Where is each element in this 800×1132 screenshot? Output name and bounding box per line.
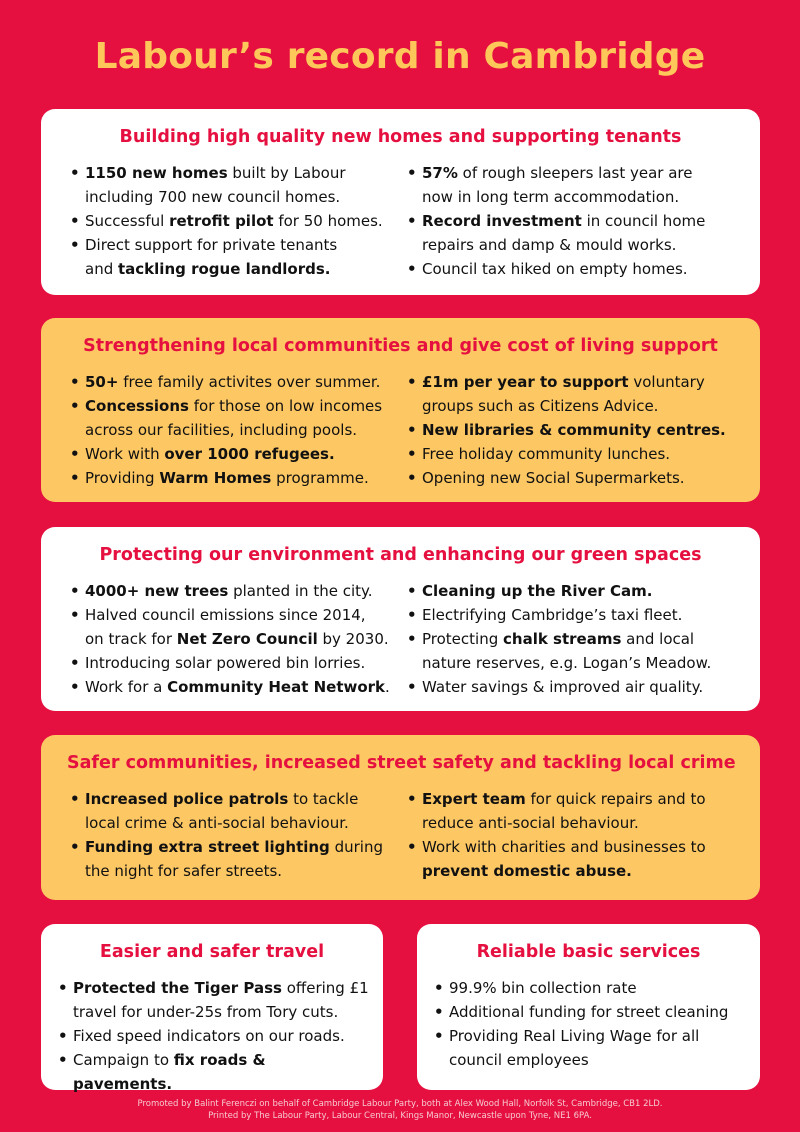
bullet-text: Council tax hiked on empty homes. [422, 260, 688, 278]
bullet-emphasis: Funding extra street lighting [85, 838, 330, 856]
bullet-text: council employees [449, 1051, 589, 1069]
bullet-text: Work with [85, 445, 165, 463]
bullet-emphasis: prevent domestic abuse. [422, 862, 632, 880]
bullet-item [431, 1000, 745, 1024]
bullet-item [404, 418, 734, 442]
bullet-text: by 2030. [317, 630, 389, 648]
bullet-text: free family activites over summer. [118, 373, 381, 391]
bullet-item [404, 579, 734, 603]
bullet-item [404, 466, 734, 490]
bullet-text: to tackle [288, 790, 359, 808]
imprint-line-2: Printed by The Labour Party, Labour Central, Kings Manor, Newcastle upon Tyne, NE1 6PA. [208, 1111, 592, 1121]
bullet-emphasis: £1m per year to support [422, 373, 629, 391]
section-heading: Protecting our environment and enhancing our green spaces [99, 545, 702, 565]
bullet-emphasis: over 1000 refugees. [164, 445, 335, 463]
bullet-item [67, 675, 397, 699]
bullet-text: Successful [85, 212, 170, 230]
bullet-item [404, 627, 734, 675]
bullet-item [67, 603, 397, 651]
bullet-text: groups such as Citizens Advice. [422, 397, 659, 415]
bullet-emphasis: Net Zero Council [176, 630, 318, 648]
page-title: Labour’s record in Cambridge [94, 36, 706, 77]
bullet-item [67, 651, 397, 675]
section-homes [41, 109, 760, 295]
right-column [404, 787, 734, 883]
bullet-text: the night for safer streets. [85, 862, 283, 880]
bullet-emphasis: Concessions [85, 397, 189, 415]
section-heading: Building high quality new homes and supporting tenants [119, 127, 682, 147]
section-heading: Reliable basic services [476, 942, 701, 962]
left-column [55, 976, 369, 1096]
bullet-item [55, 1048, 369, 1096]
bullet-text: . [385, 678, 390, 696]
bullet-item [55, 1024, 369, 1048]
bullet-text: travel for under-25s from Tory cuts. [73, 1003, 339, 1021]
bullet-item [67, 466, 397, 490]
left-column [67, 370, 397, 490]
bullet-item [67, 161, 397, 209]
bullet-item [404, 787, 734, 835]
left-column [67, 579, 397, 699]
bullet-emphasis: 50+ [85, 373, 119, 391]
bullet-text: now in long term accommodation. [422, 188, 680, 206]
bullet-text: in council home [581, 212, 706, 230]
bullet-text: offering £1 [281, 979, 369, 997]
imprint-footer [0, 1098, 800, 1122]
right-column [404, 370, 734, 490]
bullet-item [67, 370, 397, 394]
bullet-text: on track for [85, 630, 177, 648]
section-safety [41, 735, 760, 900]
section-heading: Easier and safer travel [99, 942, 325, 962]
bullet-emphasis: Protected the Tiger Pass [73, 979, 282, 997]
bullet-text: repairs and damp & mould works. [422, 236, 677, 254]
bullet-text: voluntary [628, 373, 705, 391]
bullet-emphasis: New libraries & community centres. [422, 421, 726, 439]
bullet-item [67, 394, 397, 442]
bullet-text: during [329, 838, 383, 856]
left-column [67, 787, 397, 883]
bullet-text: Opening new Social Supermarkets. [422, 469, 685, 487]
bullet-text: local crime & anti-social behaviour. [85, 814, 349, 832]
bullet-text: Halved council emissions since 2014, [85, 606, 366, 624]
bullet-item [404, 675, 734, 699]
bullet-item [404, 209, 734, 257]
bullet-text: Water savings & improved air quality. [422, 678, 704, 696]
bullet-text: 99.9% bin collection rate [449, 979, 637, 997]
bullet-emphasis: tackling rogue landlords. [118, 260, 331, 278]
bullet-text: programme. [271, 469, 369, 487]
bullet-text: Campaign to [73, 1051, 174, 1069]
left-column [431, 976, 745, 1072]
bullet-emphasis: retrofit pilot [169, 212, 274, 230]
bullet-item [431, 1024, 745, 1072]
bullet-text: Electrifying Cambridge’s taxi fleet. [422, 606, 683, 624]
bullet-text: Providing Real Living Wage for all [449, 1027, 700, 1045]
right-column [404, 579, 734, 699]
bullet-text: planted in the city. [228, 582, 373, 600]
bullet-item [404, 257, 734, 281]
bullet-emphasis: Cleaning up the River Cam. [422, 582, 653, 600]
bullet-item [431, 976, 745, 1000]
bullet-text: Work with charities and businesses to [422, 838, 706, 856]
bullet-text: Fixed speed indicators on our roads. [73, 1027, 345, 1045]
bullet-text: built by Labour [227, 164, 346, 182]
bullet-text: including 700 new council homes. [85, 188, 341, 206]
bullet-emphasis: fix roads & pavements. [73, 1051, 266, 1093]
bullet-emphasis: 4000+ new trees [85, 582, 229, 600]
bullet-text: Direct support for private tenants [85, 236, 338, 254]
section-travel [41, 924, 383, 1093]
bullet-item [67, 233, 397, 281]
section-heading: Strengthening local communities and give cost of living support [83, 336, 718, 356]
section-services [417, 924, 760, 1090]
bullet-emphasis: Warm Homes [159, 469, 272, 487]
bullet-text: Protecting [422, 630, 503, 648]
bullet-item [55, 976, 369, 1024]
bullet-text: and [85, 260, 118, 278]
bullet-text: and local [621, 630, 695, 648]
bullet-item [67, 442, 397, 466]
left-column [67, 161, 397, 281]
bullet-text: of rough sleepers last year are [457, 164, 693, 182]
bullet-text: Free holiday community lunches. [422, 445, 671, 463]
bullet-text: for quick repairs and to [525, 790, 706, 808]
bullet-text: for 50 homes. [273, 212, 383, 230]
bullet-text: across our facilities, including pools. [85, 421, 358, 439]
bullet-emphasis: Expert team [422, 790, 526, 808]
bullet-emphasis: Record investment [422, 212, 582, 230]
bullet-emphasis: Community Heat Network [167, 678, 386, 696]
bullet-text: Work for a [85, 678, 168, 696]
bullet-text: Additional funding for street cleaning [449, 1003, 729, 1021]
bullet-text: nature reserves, e.g. Logan’s Meadow. [422, 654, 712, 672]
bullet-emphasis: 57% [422, 164, 458, 182]
bullet-item [404, 603, 734, 627]
bullet-item [67, 835, 397, 883]
bullet-text: reduce anti-social behaviour. [422, 814, 639, 832]
bullet-item [67, 209, 397, 233]
bullet-emphasis: Increased police patrols [85, 790, 289, 808]
bullet-emphasis: 1150 new homes [85, 164, 228, 182]
bullet-item [404, 370, 734, 418]
bullet-item [404, 161, 734, 209]
bullet-emphasis: chalk streams [503, 630, 622, 648]
imprint-line-1: Promoted by Balint Ferenczi on behalf of Cambridge Labour Party, both at Alex Wood Hall, Norfolk St, Cambridge, CB1 2LD. [137, 1099, 663, 1109]
section-communities [41, 318, 760, 502]
bullet-item [404, 835, 734, 883]
section-heading: Safer communities, increased street safety and tackling local crime [67, 753, 736, 773]
bullet-text: for those on low incomes [188, 397, 383, 415]
right-column [404, 161, 734, 281]
bullet-item [67, 787, 397, 835]
bullet-item [67, 579, 397, 603]
bullet-text: Providing [85, 469, 160, 487]
section-environment [41, 527, 760, 711]
bullet-item [404, 442, 734, 466]
bullet-text: Introducing solar powered bin lorries. [85, 654, 366, 672]
